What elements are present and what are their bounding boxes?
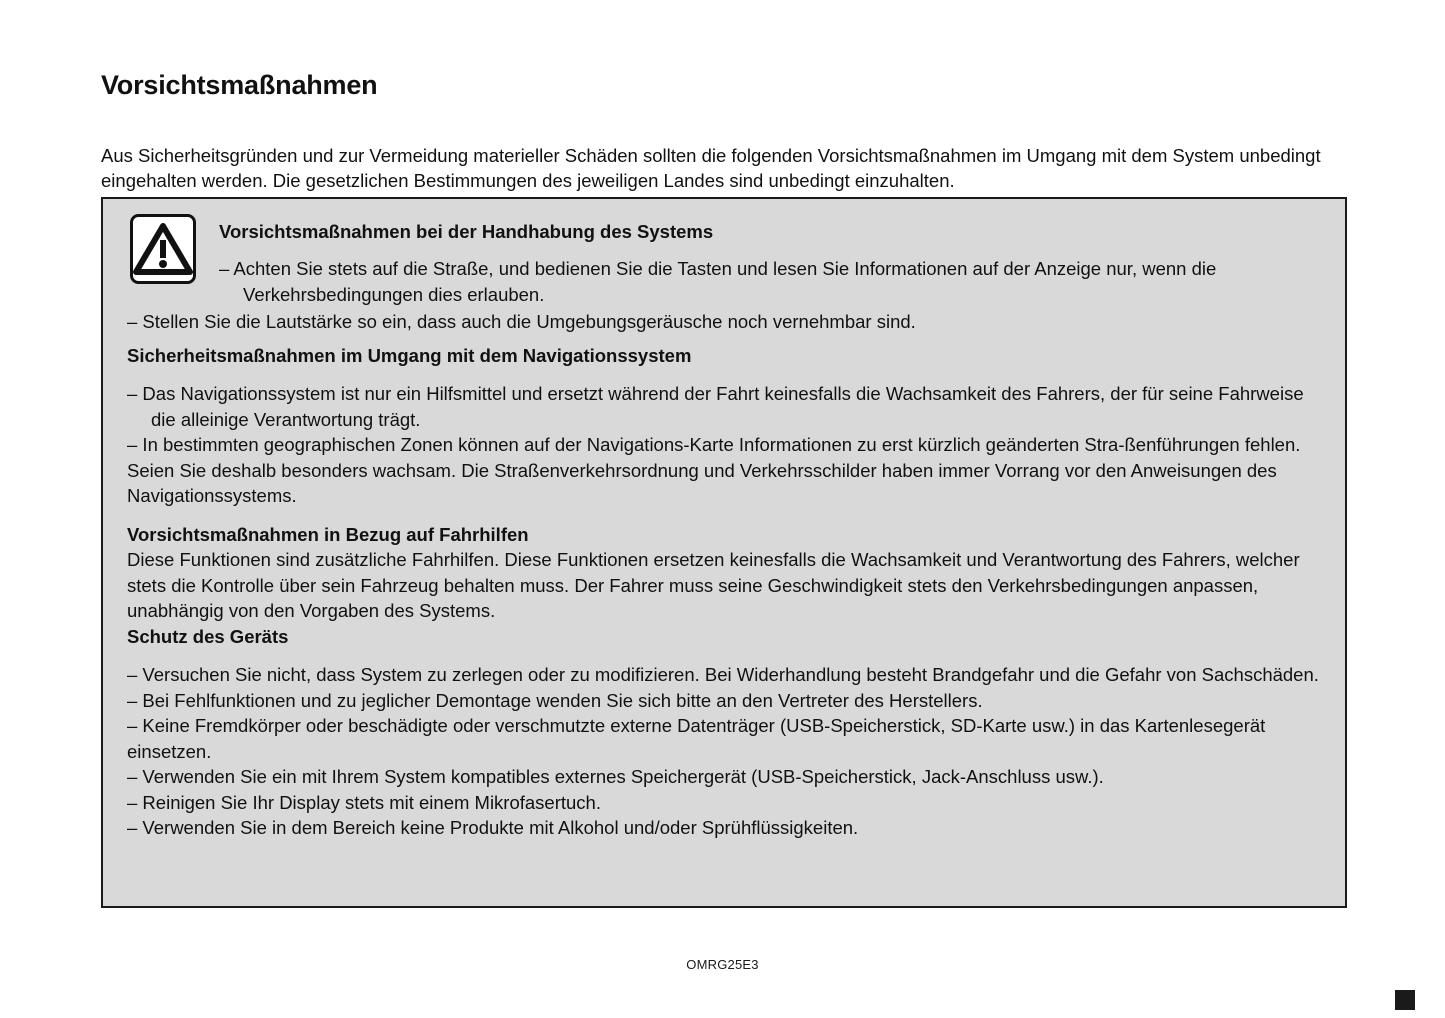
- section-driving-aids-heading: Vorsichtsmaßnahmen in Bezug auf Fahrhilfen: [127, 524, 529, 545]
- section-handling-heading: Vorsichtsmaßnahmen bei der Handhabung des Systems: [219, 221, 714, 242]
- section-handling-item-2: – Stellen Sie die Lautstärke so ein, dass auch die Umgebungsgeräusche noch vernehmbar sind.: [127, 311, 916, 332]
- intro-paragraph: Aus Sicherheitsgründen und zur Vermeidung materieller Schäden sollten die folgenden Vorsichtsmaßnahmen im Umgang mit dem System unbedingt eingehalten werden. Die gesetzlichen Bestimmungen des jeweiligen Landes sind unbedingt einzuhalten.: [101, 144, 1321, 191]
- section-device-protection-item-2: – Bei Fehlfunktionen und zu jeglicher Demontage wenden Sie sich bitte an den Vertreter des Herstellers.: [127, 689, 983, 711]
- page-title: Vorsichtsmaßnahmen: [101, 70, 378, 101]
- section-navigation-item-2: – In bestimmten geographischen Zonen können auf der Navigations-Karte Informationen zu erst kürzlich geänderten Stra-ßenführungen fehlen. Seien Sie deshalb besonders wachsam. Die Straßenverkehrsordnung und Verkehrsschilder haben immer Vorrang vor den Anweisungen des Navigationssystems.: [127, 434, 1301, 506]
- section-handling: [219, 219, 1319, 307]
- section-device-protection-item-6: – Verwenden Sie in dem Bereich keine Produkte mit Alkohol und/oder Sprühflüssigkeiten.: [127, 817, 859, 838]
- section-driving-aids-body: Diese Funktionen sind zusätzliche Fahrhilfen. Diese Funktionen ersetzen keinesfalls die Wachsamkeit und Verantwortung des Fahrers, welcher stets die Kontrolle über sein Fahrzeug behalten muss. Der Fahrer muss seine Geschwindigkeit stets den Verkehrsbedingungen anpassen, unabhängig von den Vorgaben des Systems.: [127, 549, 1300, 621]
- section-device-protection-item-5: – Reinigen Sie Ihr Display stets mit einem Mikrofasertuch.: [127, 791, 601, 813]
- section-device-protection-item-3: – Keine Fremdkörper oder beschädigte oder verschmutzte externe Datenträger (USB-Speicherstick, SD-Karte usw.) in das Kartenlesegerät einsetzen.: [127, 715, 1266, 762]
- footer-document-code: OMRG25E3: [686, 957, 759, 972]
- section-device-protection-heading: Schutz des Geräts: [127, 626, 289, 647]
- section-navigation-heading: Sicherheitsmaßnahmen im Umgang mit dem Navigationssystem: [127, 345, 692, 366]
- section-navigation: [127, 343, 1327, 509]
- warning-box: [101, 197, 1347, 908]
- page-corner-marker: [1395, 990, 1415, 1010]
- section-driving-aids: [127, 522, 1327, 624]
- section-device-protection-item-1: – Versuchen Sie nicht, dass System zu zerlegen oder zu modifizieren. Bei Widerhandlung besteht Brandgefahr und die Gefahr von Sachschäden.: [127, 664, 1319, 685]
- section-handling-item-2-wrap: [127, 309, 1327, 335]
- section-handling-item-1: – Achten Sie stets auf die Straße, und bedienen Sie die Tasten und lesen Sie Informationen auf der Anzeige nur, wenn die Verkehrsbedingungen dies erlauben.: [219, 258, 1217, 305]
- section-navigation-item-1: – Das Navigationssystem ist nur ein Hilfsmittel und ersetzt während der Fahrt keinesfalls die Wachsamkeit des Fahrers, der für seine Fahrweise die alleinige Verantwortung trägt.: [127, 383, 1304, 430]
- section-device-protection: [127, 624, 1327, 841]
- section-device-protection-item-4: – Verwenden Sie ein mit Ihrem System kompatibles externes Speichergerät (USB-Speicherstick, Jack-Anschluss usw.).: [127, 766, 1104, 787]
- warning-triangle-icon: [130, 214, 196, 284]
